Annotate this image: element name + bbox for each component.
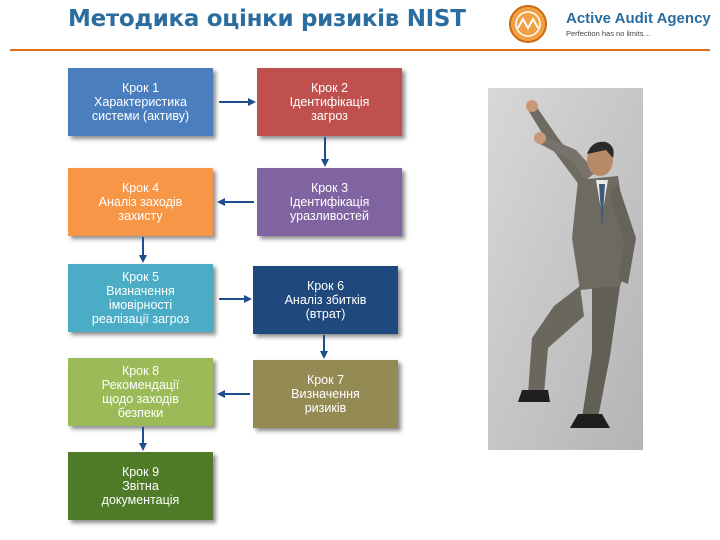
step-4-desc-line: Аналіз заходів <box>98 195 183 209</box>
step-5-desc-line: імовірності <box>108 298 173 312</box>
step-4-label: Крок 4 <box>121 181 160 195</box>
step-3-desc-line: Ідентифікація <box>289 195 370 209</box>
step-4-desc-line: захисту <box>118 209 163 223</box>
header-rule <box>10 49 710 51</box>
step-8-desc-line: щодо заходів <box>102 392 179 406</box>
step-6-label: Крок 6 <box>306 279 345 293</box>
step-1-box <box>68 68 213 136</box>
step-9-desc-line: документація <box>101 493 180 507</box>
step-5-box <box>68 264 213 332</box>
step-2-desc-line: загроз <box>311 109 348 123</box>
step-6-desc-line: (втрат) <box>305 307 346 321</box>
step-8-desc-line: безпеки <box>117 406 164 420</box>
step-8-label: Крок 8 <box>121 364 160 378</box>
step-7-desc-line: ризиків <box>304 401 347 415</box>
step-2-desc-line: Ідентифікація <box>289 95 370 109</box>
step-5-label: Крок 5 <box>121 270 160 284</box>
step-8-desc-line: Рекомендації <box>101 378 180 392</box>
step-5-desc-line: реалізації загроз <box>91 312 190 326</box>
step-5-desc-line: Визначення <box>106 284 175 298</box>
page-title: Методика оцінки ризиків NIST <box>68 6 466 32</box>
step-8-box <box>68 358 213 426</box>
step-3-desc-line: уразливостей <box>290 209 369 223</box>
step-4-box <box>68 168 213 236</box>
step-2-label: Крок 2 <box>310 81 349 95</box>
step-9-box <box>68 452 213 520</box>
step-1-label: Крок 1 <box>121 81 160 95</box>
step-3-box <box>257 168 402 236</box>
brand-name: Active Audit Agency <box>566 10 711 27</box>
step-1-desc-line: системи (активу) <box>91 109 190 123</box>
step-2-box <box>257 68 402 136</box>
step-1-desc-line: Характеристика <box>94 95 187 109</box>
step-7-box <box>253 360 398 428</box>
step-9-label: Крок 9 <box>121 465 160 479</box>
step-6-desc-line: Аналіз збитків <box>284 293 367 307</box>
step-3-label: Крок 3 <box>310 181 349 195</box>
step-7-label: Крок 7 <box>306 373 345 387</box>
step-9-desc-line: Звітна <box>122 479 159 493</box>
businessman-photo <box>488 88 643 450</box>
brand-block <box>508 4 713 46</box>
brand-tagline: Perfection has no limits… <box>566 29 652 38</box>
brand-logo-icon <box>508 4 548 44</box>
step-7-desc-line: Визначення <box>291 387 360 401</box>
step-6-box <box>253 266 398 334</box>
